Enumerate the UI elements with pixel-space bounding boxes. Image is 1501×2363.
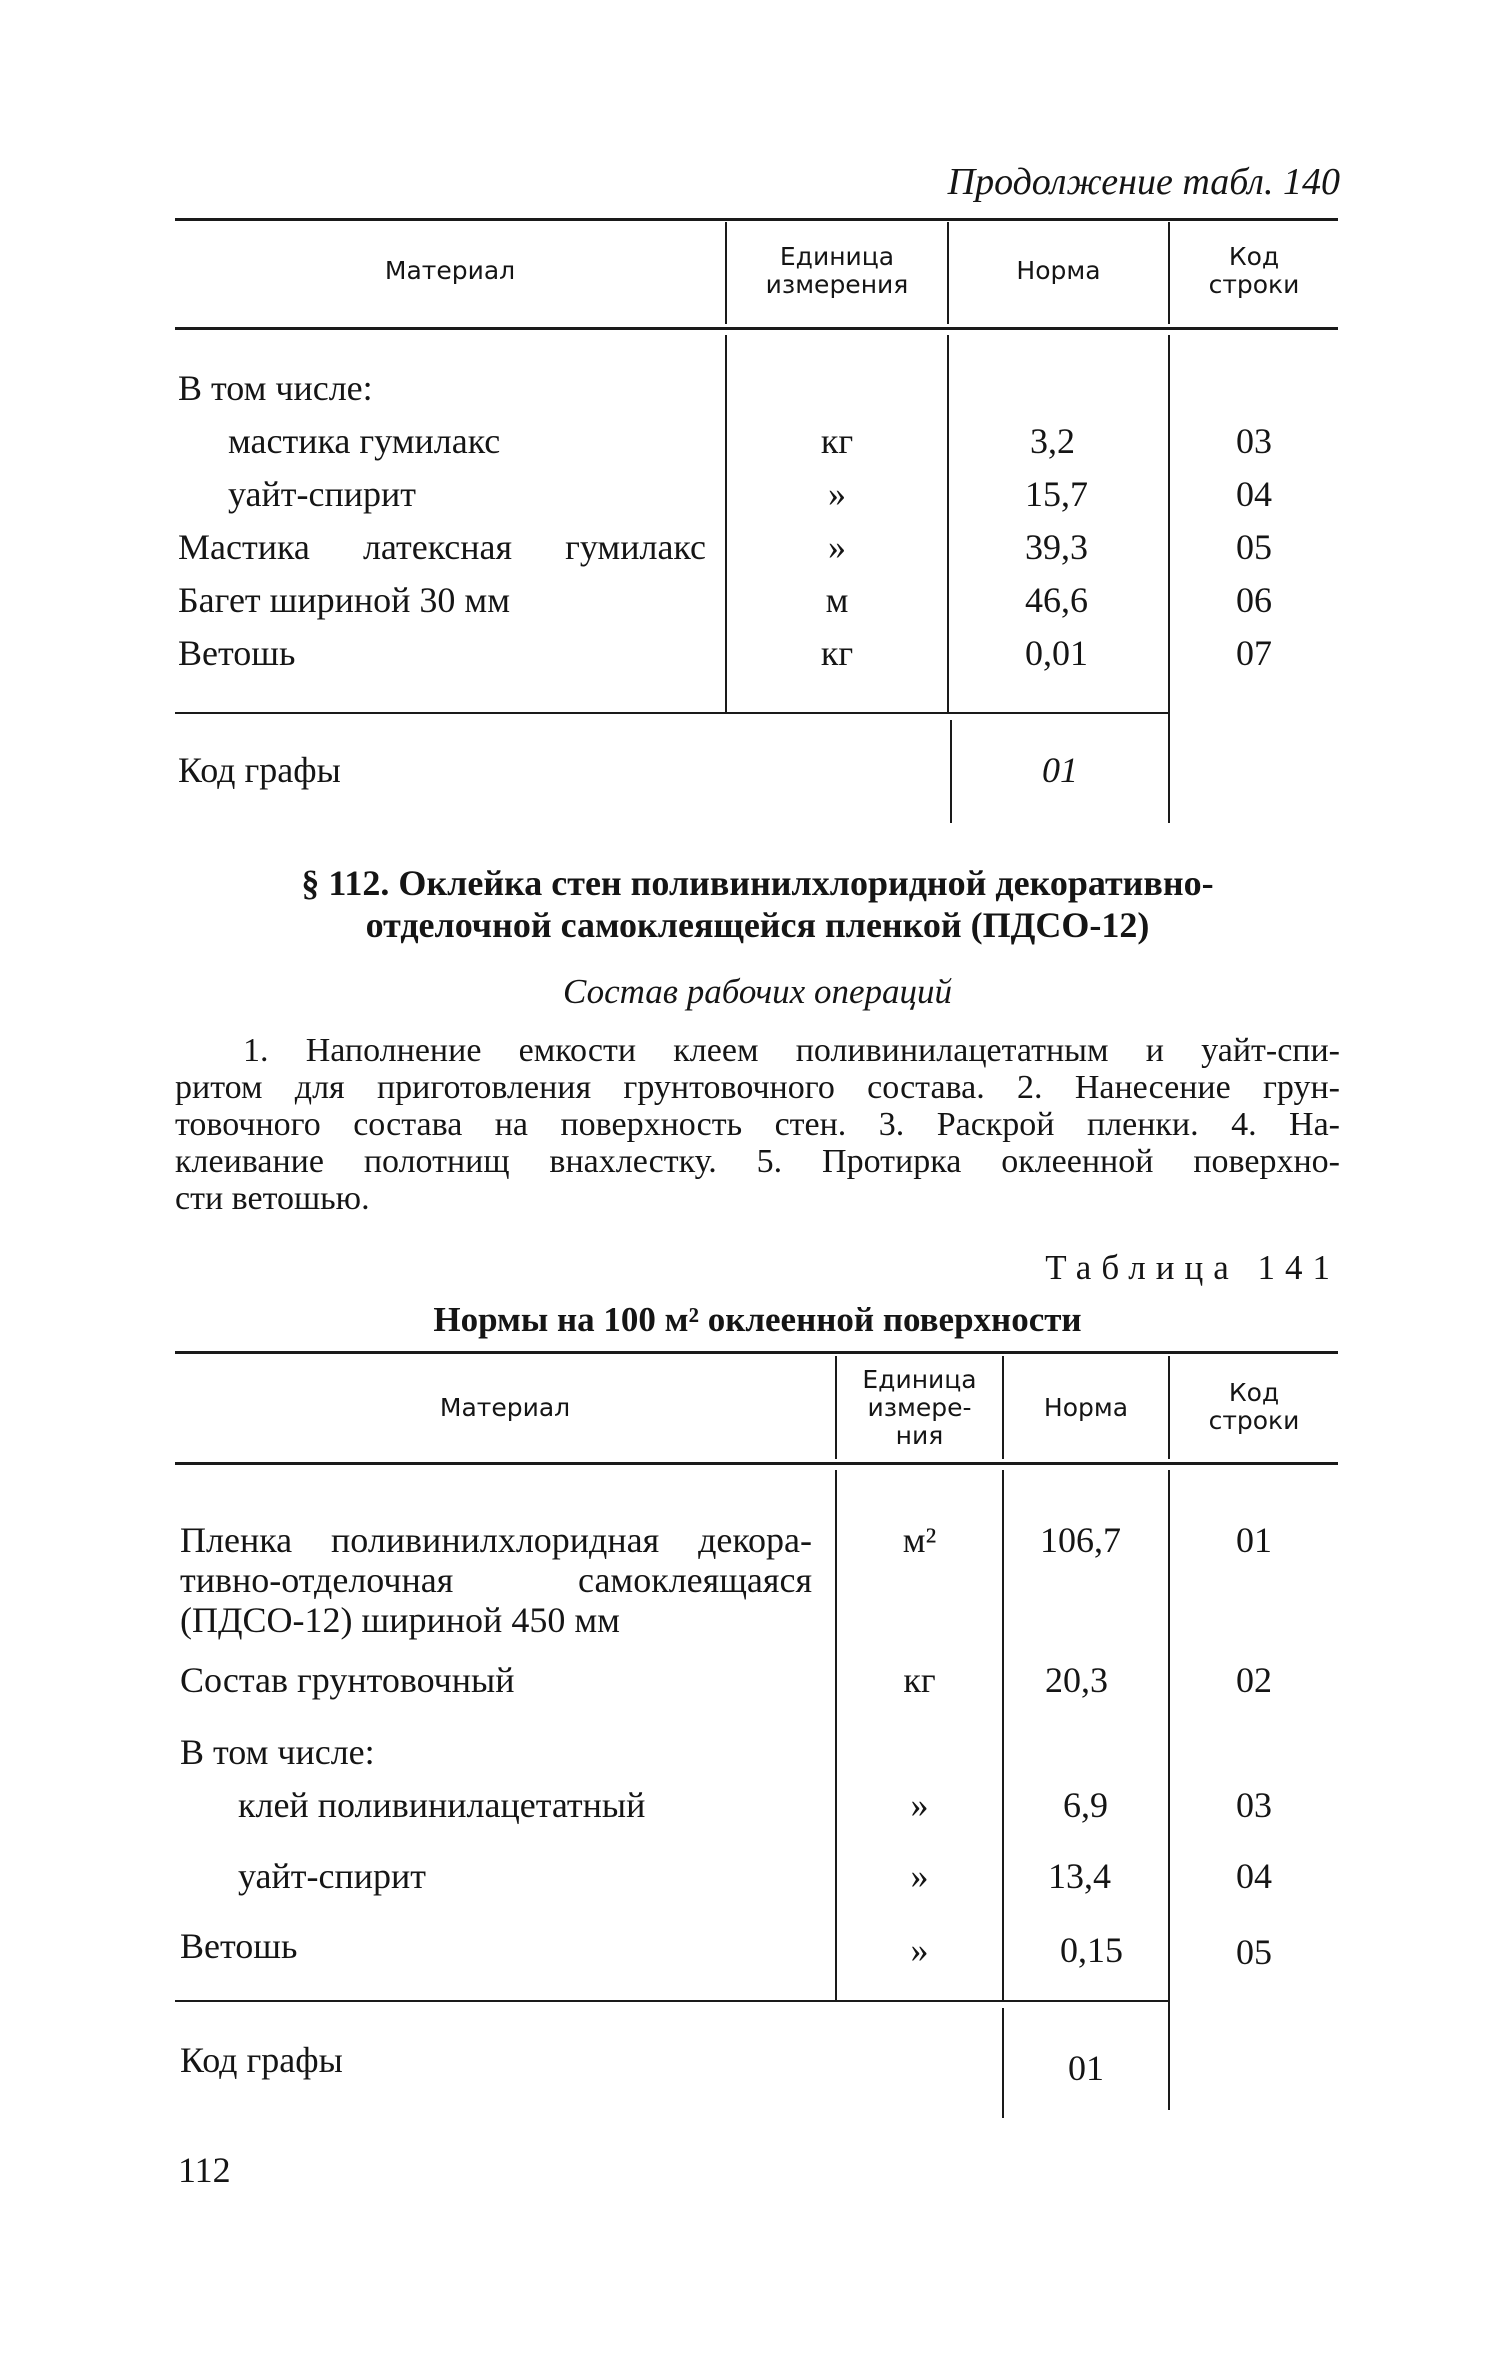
row-material: Багет шириной 30 мм <box>178 580 510 620</box>
footer-value: 01 <box>1042 750 1078 790</box>
row-unit: » <box>910 1785 929 1825</box>
row-code: 03 <box>1236 1785 1272 1825</box>
row-norm: 106,7 <box>1040 1520 1121 1560</box>
row-unit: » <box>910 1930 929 1970</box>
row-material: Ветошь <box>180 1926 298 1966</box>
row-unit: » <box>828 527 846 567</box>
row-norm: 39,3 <box>1025 527 1088 567</box>
row-material: Ветошь <box>178 633 296 673</box>
header-norm: Норма <box>1016 256 1101 285</box>
row-code: 01 <box>1236 1520 1272 1560</box>
row-unit: кг <box>820 421 854 461</box>
header-norm: Норма <box>1043 1393 1129 1422</box>
header-code-line2: строки <box>1208 1406 1300 1435</box>
footer-label: Код графы <box>180 2040 343 2080</box>
row-code: 02 <box>1236 1660 1272 1700</box>
header-code-line1: Код <box>1228 1378 1280 1407</box>
row-norm: 15,7 <box>1025 474 1088 514</box>
row-unit: кг <box>820 633 854 673</box>
header-unit-line2: измерения <box>765 270 909 299</box>
operations-paragraph <box>175 1032 1340 1217</box>
header-unit <box>727 243 947 299</box>
operations-subheading: Состав рабочих операций <box>562 972 953 1011</box>
table-rule-header <box>175 1462 1338 1465</box>
row-norm: 46,6 <box>1025 580 1088 620</box>
paragraph-line: ритом для приготовления грунтовочного состава. 2. Нанесение грун- <box>175 1069 1340 1106</box>
row-unit: м² <box>902 1520 937 1560</box>
header-unit-line3: ния <box>895 1421 944 1450</box>
footer-label: Код графы <box>178 750 341 790</box>
row-norm: 6,9 <box>1063 1785 1108 1825</box>
column-divider <box>1168 335 1170 823</box>
header-unit-line2: измере- <box>867 1393 972 1422</box>
table-rule-bottom <box>175 712 1168 714</box>
row-material: В том числе: <box>178 368 373 408</box>
row-code: 03 <box>1236 421 1272 461</box>
page-number: 112 <box>178 2150 231 2190</box>
header-code-line1: Код <box>1228 242 1280 271</box>
footer-value: 01 <box>1068 2048 1104 2088</box>
row-code: 04 <box>1236 1856 1272 1896</box>
row-code: 04 <box>1236 474 1272 514</box>
header-material: Материал <box>384 256 516 285</box>
row-code: 07 <box>1236 633 1272 673</box>
row-material-line: Пленка поливинилхлоридная декора- <box>180 1520 812 1560</box>
table-label: Таблица 141 <box>1045 1248 1340 1287</box>
row-norm: 3,2 <box>1030 421 1075 461</box>
column-divider <box>947 335 949 713</box>
row-unit: » <box>910 1856 929 1896</box>
row-unit: м <box>825 580 849 620</box>
header-material: Материал <box>439 1393 571 1422</box>
row-code: 06 <box>1236 580 1272 620</box>
row-norm: 20,3 <box>1045 1660 1108 1700</box>
table-rule-header <box>175 327 1338 330</box>
paragraph-line: сти ветошью. <box>175 1180 370 1217</box>
row-material: уайт-спирит <box>238 1856 426 1896</box>
row-norm: 0,15 <box>1060 1930 1123 1970</box>
header-code <box>1170 243 1338 299</box>
table-title: Нормы на 100 м² оклеенной поверхности <box>433 1300 1082 1339</box>
table-rule-top <box>175 218 1338 221</box>
column-divider <box>1002 1470 1004 2000</box>
row-norm: 0,01 <box>1025 633 1088 673</box>
paragraph-line: клеивание полотнищ внахлестку. 5. Протирка оклеенной поверхно- <box>175 1143 1340 1180</box>
header-code-line2: строки <box>1208 270 1300 299</box>
header-unit-line1: Единица <box>779 242 895 271</box>
header-code <box>1170 1379 1338 1435</box>
header-unit <box>837 1366 1002 1450</box>
row-norm: 13,4 <box>1048 1856 1111 1896</box>
table-rule-top <box>175 1351 1338 1354</box>
row-unit: » <box>828 474 846 514</box>
row-material-line: (ПДСО-12) шириной 450 мм <box>180 1600 620 1640</box>
paragraph-line: 1. Наполнение емкости клеем поливинилацетатным и уайт-спи- <box>243 1032 1340 1069</box>
paragraph-line: товочного состава на поверхность стен. 3. Раскрой пленки. 4. На- <box>175 1106 1340 1143</box>
row-material: Мастика латексная гумилакс <box>178 527 706 567</box>
continuation-caption: Продолжение табл. 140 <box>947 161 1340 203</box>
row-material: В том числе: <box>180 1732 375 1772</box>
section-heading <box>175 862 1340 946</box>
header-unit-line1: Единица <box>862 1365 977 1394</box>
table-rule-bottom <box>175 2000 1168 2002</box>
section-heading-line2: отделочной самоклеящейся пленкой (ПДСО-12) <box>365 905 1150 945</box>
row-unit: кг <box>903 1660 936 1700</box>
row-material: уайт-спирит <box>228 474 416 514</box>
row-material: Состав грунтовочный <box>180 1660 515 1700</box>
row-code: 05 <box>1236 1932 1272 1972</box>
row-material: мастика гумилакс <box>228 421 501 461</box>
row-code: 05 <box>1236 527 1272 567</box>
section-heading-line1: § 112. Оклейка стен поливинилхлоридной декоративно- <box>301 863 1214 903</box>
row-material: клей поливинилацетатный <box>238 1785 646 1825</box>
row-material-line: тивно-отделочная самоклеящаяся <box>180 1560 812 1600</box>
row-material <box>180 1520 812 1640</box>
